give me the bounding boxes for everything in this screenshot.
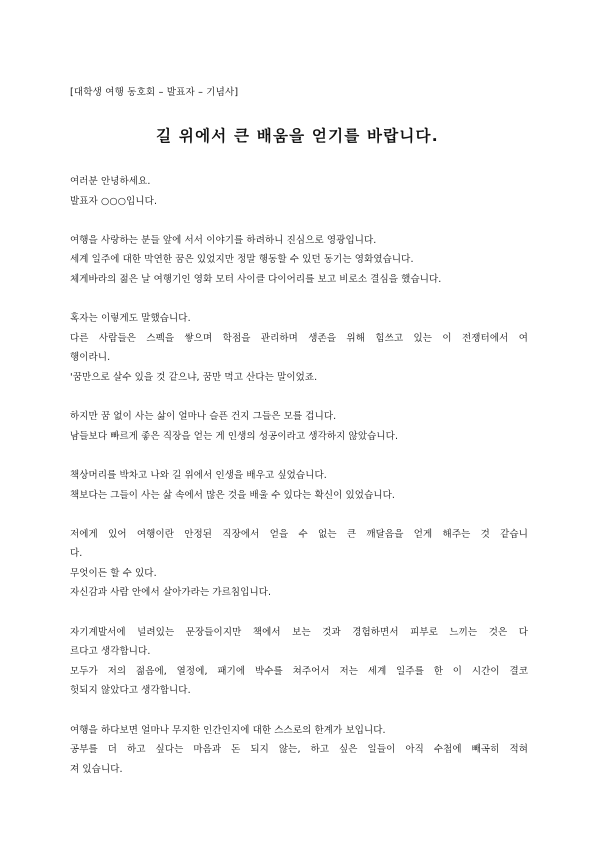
body-line: 져 있습니다. (70, 763, 123, 775)
paragraph-dream (70, 407, 528, 446)
paragraph-experience (70, 623, 528, 701)
body-line: 다른 사람들은 스펙을 쌓으며 학점을 관리하며 생존을 위해 힘쓰고 있는 이 전쟁터에서 여 (70, 332, 528, 344)
body-line: 혹자는 이렇게도 말했습니다. (70, 313, 191, 325)
body-line: 여행을 하다보면 얼마나 무지한 인간인지에 대한 스스로의 한계가 보입니다. (70, 724, 386, 736)
body-line: 모두가 저의 젊음에, 열정에, 패기에 박수를 쳐주어서 저는 세계 일주를 한 이 시간이 결코 (70, 665, 528, 677)
body-line: 세계 일주에 대한 막연한 꿈은 있었지만 정말 행동할 수 있던 동기는 영화였습니다. (70, 254, 414, 266)
body-line: 공부를 더 하고 싶다는 마음과 돈 되지 않는, 하고 싶은 일들이 아직 수첩에 빼곡히 적혀 (70, 744, 528, 756)
paragraph-road (70, 466, 528, 505)
body-line: 르다고 생각합니다. (70, 646, 151, 658)
body-line: 여러분 안녕하세요. (70, 176, 151, 187)
body-line: 무엇이든 할 수 있다. (70, 567, 157, 579)
body-line: 체게바라의 젊은 날 여행기인 영화 모터 사이클 다이어리를 보고 비로소 결심을 했습니다. (70, 273, 442, 285)
body-line: 책보다는 그들이 사는 삶 속에서 많은 것을 배울 수 있다는 확신이 있었습니다. (70, 489, 396, 501)
paragraph-limits (70, 721, 528, 780)
paragraph-greeting (70, 172, 528, 211)
body-line: 자신감과 사람 안에서 살아가라는 가르침입니다. (70, 587, 272, 599)
paragraph-motivation (70, 231, 528, 290)
document-body (70, 172, 528, 799)
body-line: 저에게 있어 여행이란 안정된 직장에서 얻을 수 없는 큰 깨달음을 얻게 해주는 것 같습니 (70, 528, 528, 540)
header-tag: [대학생 여행 동호회 – 발표자 – 기념사] (70, 87, 239, 98)
body-line: 책상머리를 박차고 나와 길 위에서 인생을 배우고 싶었습니다. (70, 469, 327, 481)
body-line: '꿈만으로 살수 있을 것 같으냐, 꿈만 먹고 산다는 말이었죠. (70, 371, 318, 383)
body-line: 여행을 사랑하는 분들 앞에 서서 이야기를 하려하니 진심으로 영광입니다. (70, 234, 377, 246)
body-line: 헛되지 않았다고 생각합니다. (70, 685, 191, 697)
body-line: 남들보다 빠르게 좋은 직장을 얻는 게 인생의 성공이라고 생각하지 않았습니다. (70, 430, 399, 442)
paragraph-meaning (70, 525, 528, 603)
body-line: 발표자 ○○○입니다. (70, 195, 158, 207)
paragraph-criticism (70, 309, 528, 387)
page-title: 길 위에서 큰 배움을 얻기를 바랍니다. (156, 127, 439, 145)
body-line: 다. (70, 548, 83, 560)
body-line: 하지만 꿈 없이 사는 삶이 얼마나 슬픈 건지 그들은 모를 겁니다. (70, 411, 337, 423)
body-line: 자기계발서에 널려있는 문장들이지만 책에서 보는 것과 경험하면서 피부로 느끼는 것은 다 (70, 626, 528, 638)
body-line: 행이라니. (70, 352, 111, 364)
